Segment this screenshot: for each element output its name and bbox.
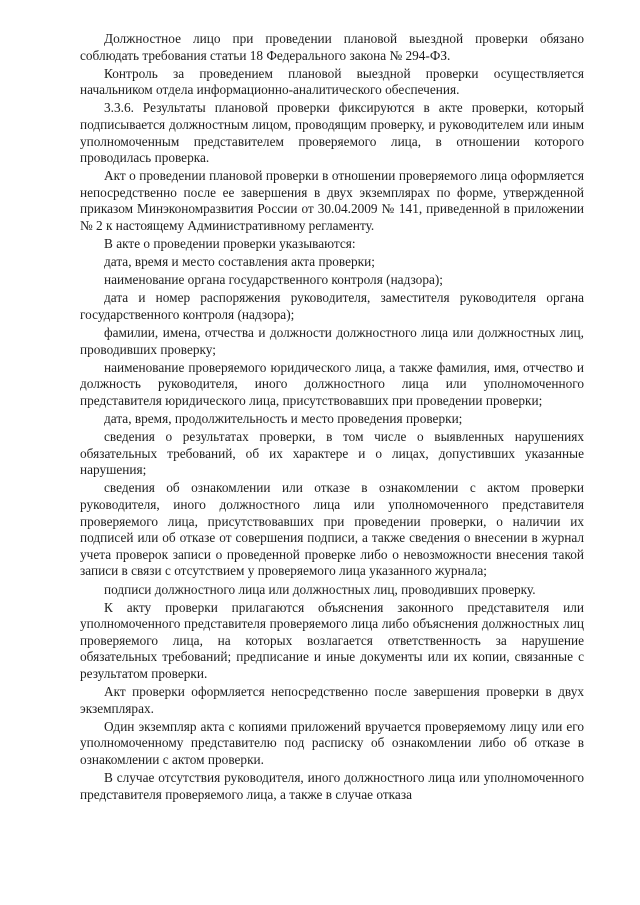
paragraph-control: Контроль за проведением плановой выездной проверки осуществляется начальником отдела информационно-аналитического обеспечения. [80, 65, 584, 98]
list-item-authority-name: наименование органа государственного контроля (надзора); [104, 272, 444, 288]
paragraph-act-form: Акт о проведении плановой проверки в отношении проверяемого лица оформляется непосредственно после ее завершения в двух экземплярах по форме, утвержденной приказом Минэкономразвития России от 30.04.2009 № 141, приведенной в приложении № 2 к настоящему Административному регламенту. [80, 168, 584, 234]
list-item-results: сведения о результатах проверки, в том числе о выявленных нарушениях обязательных требований, об их характере и о лицах, допустивших указанные нарушения; [80, 429, 584, 478]
paragraph-3-3-6: 3.3.6. Результаты плановой проверки фиксируются в акте проверки, который подписывается должностным лицом, проводящим проверку, и руководителем или иным уполномоченным представителем проверяемого лица, в отношении которого проводилась проверка. [80, 100, 584, 166]
document-page [80, 31, 584, 805]
paragraph-attachments: К акту проверки прилагаются объяснения законного представителя или уполномоченного представителя проверяемого лица либо объяснения должностных лиц проверяемого лица, на которых возлагается ответственность за нарушение обязательных требований; предписание и иные документы или их копии, связанные с результатом проверки. [80, 599, 584, 681]
list-item-order-details: дата и номер распоряжения руководителя, заместителя руководителя органа государственного контроля (надзора); [80, 290, 584, 322]
paragraph-act-contents-intro: В акте о проведении проверки указываются: [104, 236, 356, 252]
list-item-date-place: дата, время и место составления акта проверки; [104, 254, 375, 270]
paragraph-copy-delivery: Один экземпляр акта с копиями приложений вручается проверяемому лицу или его уполномоченному представителю под расписку об ознакомлении либо об отказе в ознакомлении с актом проверки. [80, 718, 584, 767]
paragraph-two-copies: Акт проверки оформляется непосредственно после завершения проверки в двух экземплярах. [80, 684, 584, 716]
list-item-inspectors: фамилии, имена, отчества и должности должностного лица или должностных лиц, проводивших проверку; [80, 325, 584, 357]
paragraph-absence-case: В случае отсутствия руководителя, иного должностного лица или уполномоченного представителя проверяемого лица, а также в случае отказа [80, 770, 584, 802]
list-item-signatures: подписи должностного лица или должностных лиц, проводивших проверку. [104, 581, 536, 597]
paragraph-inspector-obligations: Должностное лицо при проведении плановой выездной проверки обязано соблюдать требования статьи 18 Федерального закона № 294-ФЗ. [80, 31, 584, 63]
list-item-inspected-entity: наименование проверяемого юридического лица, а также фамилия, имя, отчество и должность руководителя, иного должностного лица или уполномоченного представителя юридического лица, присутствовавших при проведении проверки; [80, 359, 584, 408]
list-item-acknowledgement: сведения об ознакомлении или отказе в ознакомлении с актом проверки руководителя, иного должностного лица или уполномоченного представителя проверяемого лица, присутствовавших при проведении проверки, о наличии их подписей или об отказе от совершения подписи, а также сведения о внесении в журнал учета проверок записи о проведенной проверке либо о невозможности внесения такой записи в связи с отсутствием у проверяемого лица указанного журнала; [80, 480, 584, 579]
list-item-inspection-time: дата, время, продолжительность и место проведения проверки; [104, 411, 463, 427]
